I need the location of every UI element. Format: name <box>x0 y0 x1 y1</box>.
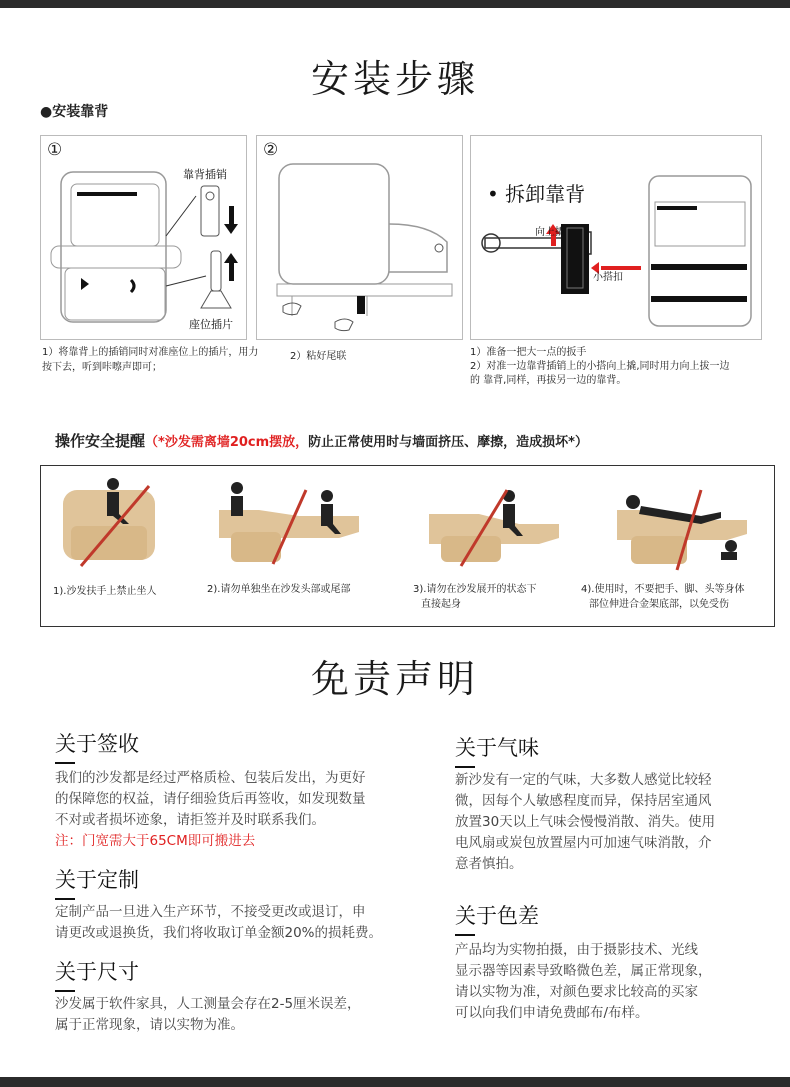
custom-line-1: 定制产品一旦进入生产环节，不接受更改或退订，申 <box>55 904 366 920</box>
safety-caption-4a: 4).使用时，不要把手、脚、头等身体 <box>581 584 745 595</box>
safety-caption-3a: 3).请勿在沙发展开的状态下 <box>413 584 537 595</box>
color-line-3: 请以实物为准，对颜色要求比较高的买家 <box>455 984 698 1000</box>
small-clip-label: 小搭扣 <box>593 272 623 283</box>
size-line-1: 沙发属于软件家具，人工测量会存在2-5厘米误差， <box>55 996 361 1012</box>
color-line-4: 可以向我们申请免费邮布/布样。 <box>455 1005 649 1021</box>
sofa-back-view-illustration <box>257 136 463 340</box>
smell-line-2: 微，因每个人敏感程度而异，保持居室通风 <box>455 793 712 809</box>
safety-heading: 操作安全提醒 <box>55 432 146 450</box>
smell-line-1: 新沙发有一定的气味，大多数人感觉比较轻 <box>455 772 712 788</box>
install-backrest-bullet: ●安装靠背 <box>40 104 109 120</box>
size-heading: 关于尺寸 <box>55 956 139 986</box>
step2-panel <box>256 135 463 340</box>
safety-box <box>40 465 775 627</box>
step2-number: ② <box>263 140 279 160</box>
wrench-removal-illustration <box>471 136 762 340</box>
safety-caption-4b: 部位伸进合金架底部，以免受伤 <box>589 599 729 610</box>
step1-panel <box>40 135 247 340</box>
safety-caption-2: 2).请勿单独坐在沙发头部或尾部 <box>207 584 351 595</box>
safety-sofa-2 <box>219 482 359 564</box>
step2-caption: 2）粘好尾联 <box>290 351 347 362</box>
custom-heading: 关于定制 <box>55 864 139 894</box>
step3-caption-2: 2）对准一边靠背插销上的小搭向上撬,同时用力向上拔一边 <box>470 361 730 372</box>
smell-heading: 关于气味 <box>455 732 539 762</box>
size-line-2: 属于正常现象，请以实物为准。 <box>55 1017 244 1033</box>
safety-caption-3b: 直接起身 <box>421 599 461 610</box>
sign-line-2: 的保障您的权益，请仔细验货后再签收，如发现数量 <box>55 791 366 807</box>
safety-sofa-3 <box>429 490 559 566</box>
smell-line-3: 放置30天以上气味会慢慢消散、消失。使用 <box>455 814 716 830</box>
safety-caption-1: 1).沙发扶手上禁止坐人 <box>53 586 157 597</box>
seat-plate-label: 座位插片 <box>189 318 233 331</box>
custom-line-2: 请更改或退换货，我们将收取订单金额20%的损耗费。 <box>55 925 383 941</box>
safety-red-note: （*沙发需离墙20cm摆放， <box>145 435 309 450</box>
sign-heading: 关于签收 <box>55 728 139 758</box>
color-heading: 关于色差 <box>455 900 539 930</box>
sign-line-1: 我们的沙发都是经过严格质检、包装后发出，为更好 <box>55 770 366 786</box>
install-title: 安装步骤 <box>310 57 479 101</box>
smell-line-5: 意者慎拍。 <box>455 856 523 872</box>
step1-number: ① <box>47 140 63 160</box>
bottom-bar <box>0 1077 790 1087</box>
top-bar <box>0 0 790 8</box>
smell-line-4: 电风扇或炭包放置屋内可加速气味消散，介 <box>455 835 712 851</box>
sign-line-3: 不对或者损坏迹象，请拒签并及时联系我们。 <box>55 812 325 828</box>
safety-sofa-1 <box>63 478 155 566</box>
safety-note: 防止正常使用时与墙面挤压、摩擦，造成损坏*） <box>308 435 588 450</box>
step3-caption-1: 1）准备一把大一点的扳手 <box>470 347 587 358</box>
step3-caption-3: 的 靠背,同样，再拔另一边的靠背。 <box>470 375 627 386</box>
remove-backrest-heading: • 拆卸靠背 <box>487 182 586 206</box>
sign-door-note: 注：门宽需大于65CM即可搬进去 <box>55 833 256 849</box>
disclaimer-title: 免责声明 <box>310 657 479 701</box>
step3-panel <box>470 135 762 340</box>
color-line-2: 显示器等因素导致略微色差，属正常现象， <box>455 963 712 979</box>
step1-caption: 1）将靠背上的插销同时对准座位上的插片，用力按下去，听到咔嚓声即可； <box>42 347 259 373</box>
safety-sofa-4 <box>617 490 747 570</box>
color-line-1: 产品均为实物拍摄，由于摄影技术、光线 <box>455 942 698 958</box>
safety-title <box>55 430 588 451</box>
pry-up-label: 向上撬 <box>535 227 565 238</box>
backrest-pin-label: 靠背插销 <box>183 168 227 181</box>
